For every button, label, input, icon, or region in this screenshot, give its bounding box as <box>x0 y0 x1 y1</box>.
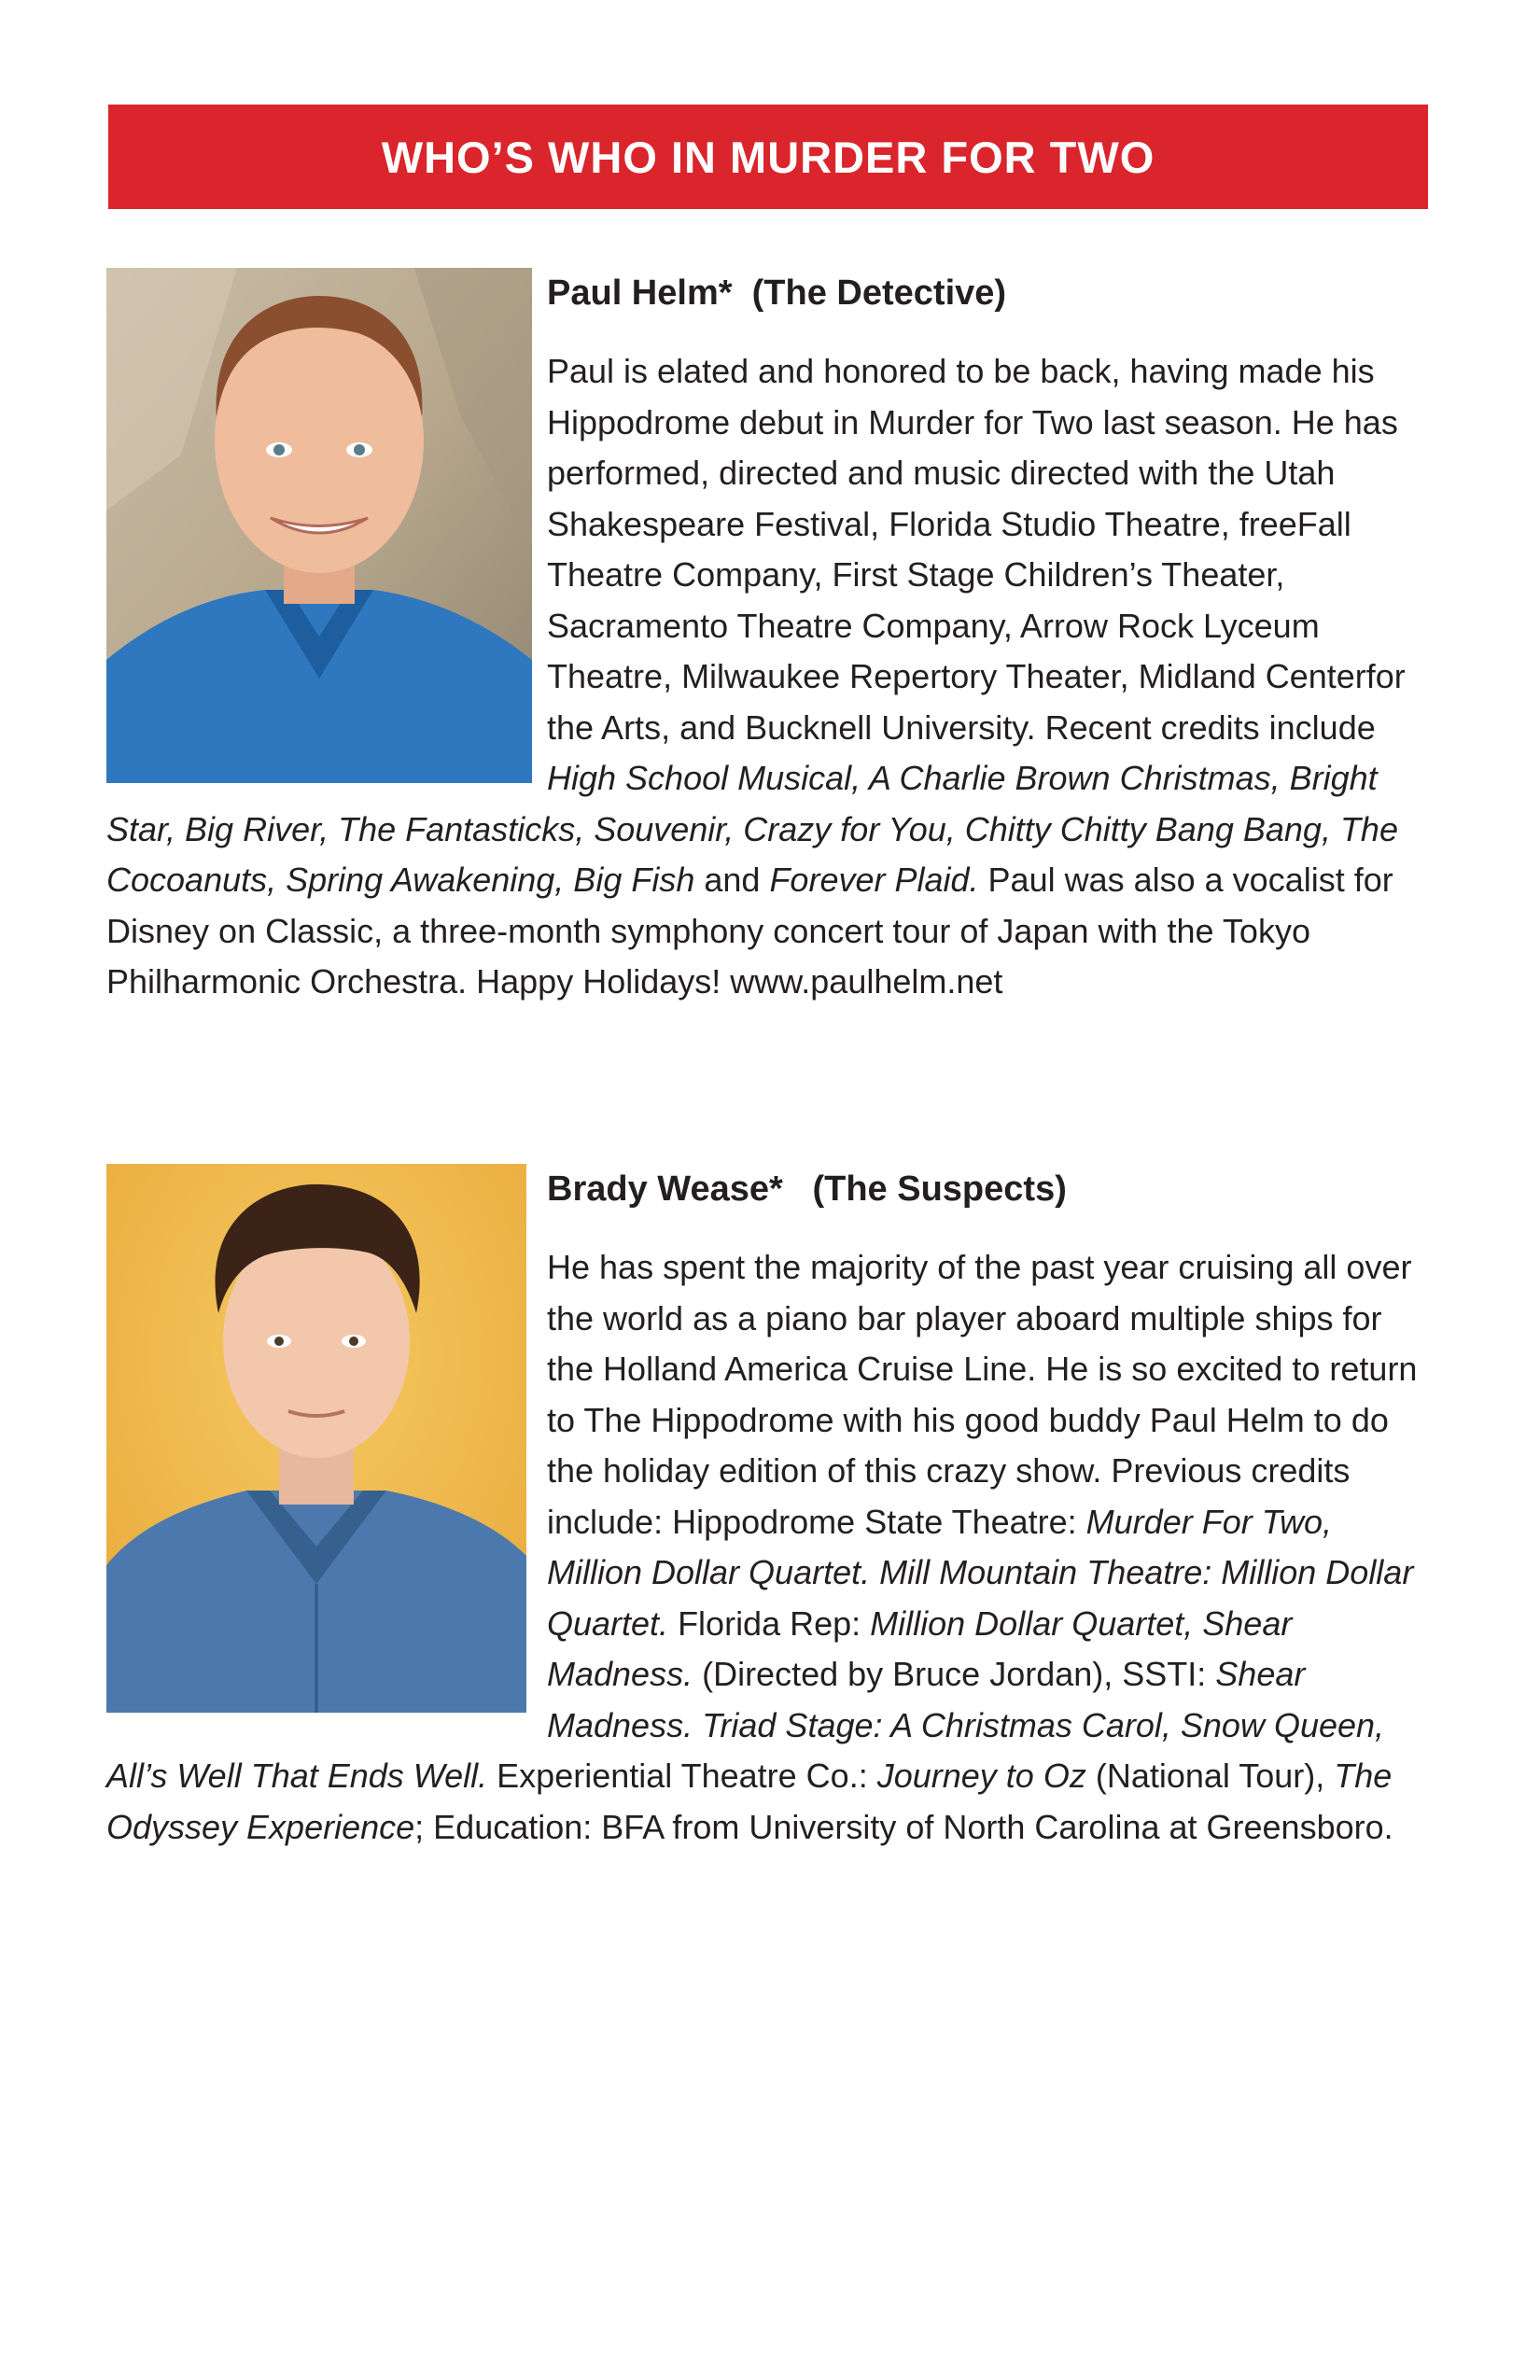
bio-text-run: Experiential Theatre Co.: <box>487 1757 877 1795</box>
section-banner <box>108 105 1428 209</box>
bio-text-run: and <box>694 861 770 899</box>
bio-text-run: ; Education: BFA from University of North Carolina at Greensboro. <box>414 1807 1393 1846</box>
headshot-photo <box>106 1164 526 1713</box>
bio-italic-run: High School Musical, A Charlie Brown Christmas, Bright Star, Big River, The Fantasticks, Souvenir, Crazy for You, Chitty Chitty Bang Bang, The Cocoanuts, Spring Awakening, Big Fish <box>106 759 1398 899</box>
bio-brady-wease <box>106 1164 1432 1853</box>
performer-name: Paul Helm* <box>547 273 733 313</box>
bio-text-run: (National Tour), <box>1085 1757 1335 1795</box>
bio-italic-run: Journey to Oz <box>876 1757 1086 1795</box>
section-title: WHO’S WHO IN MURDER FOR TWO <box>381 132 1155 182</box>
bio-italic-run: Million Dollar Quartet, Shear Madness. <box>547 1603 1293 1693</box>
bio-text-run: Paul is elated and honored to be back, having made his Hippodrome debut in Murder for Two last season. He has performed, directed and music directed with the Utah Shakespeare Festival, Florida Studio Theatre, freeFall Theatre Company, First Stage Children’s Theater, Sacramento Theatre Company, Arrow Rock Lyceum Theatre, Milwaukee Repertory Theater, Midland Centerfor the Arts, and Bucknell University. Recent credits include <box>547 352 1406 747</box>
bio-paul-helm <box>106 268 1432 1008</box>
bio-italic-run: The Odyssey Experience <box>106 1757 1393 1846</box>
performer-role: (The Detective) <box>751 273 1007 313</box>
headshot-photo <box>106 268 532 783</box>
bio-text-run: He has spent the majority of the past year cruising all over the world as a piano bar player aboard multiple ships for the Holland America Cruise Line. He is so excited to return to The Hippodrome with his good buddy Paul Helm to do the holiday edition of this crazy show. Previous credits include: Hippodrome State Theatre: <box>547 1248 1418 1541</box>
bio-text-run: Paul was also a vocalist for Disney on Classic, a three-month symphony concert tour of Japan with the Tokyo Philharmonic Orchestra. Happy Holidays! www.paulhelm.net <box>106 861 1393 1001</box>
bio-italic-run: Murder For Two, Million Dollar Quartet. Mill Mountain Theatre: Million Dollar Quartet. <box>547 1502 1414 1643</box>
bio-text-run: (Directed by Bruce Jordan), SSTI: <box>693 1655 1216 1693</box>
bio-italic-run: Forever Plaid. <box>769 861 979 899</box>
performer-name: Brady Wease* <box>547 1169 783 1209</box>
performer-role: (The Suspects) <box>812 1169 1067 1209</box>
bio-text-run: Florida Rep: <box>668 1603 871 1643</box>
bio-italic-run: Shear Madness. Triad Stage: A Christmas Carol, Snow Queen, All’s Well That Ends Well. <box>106 1655 1385 1795</box>
